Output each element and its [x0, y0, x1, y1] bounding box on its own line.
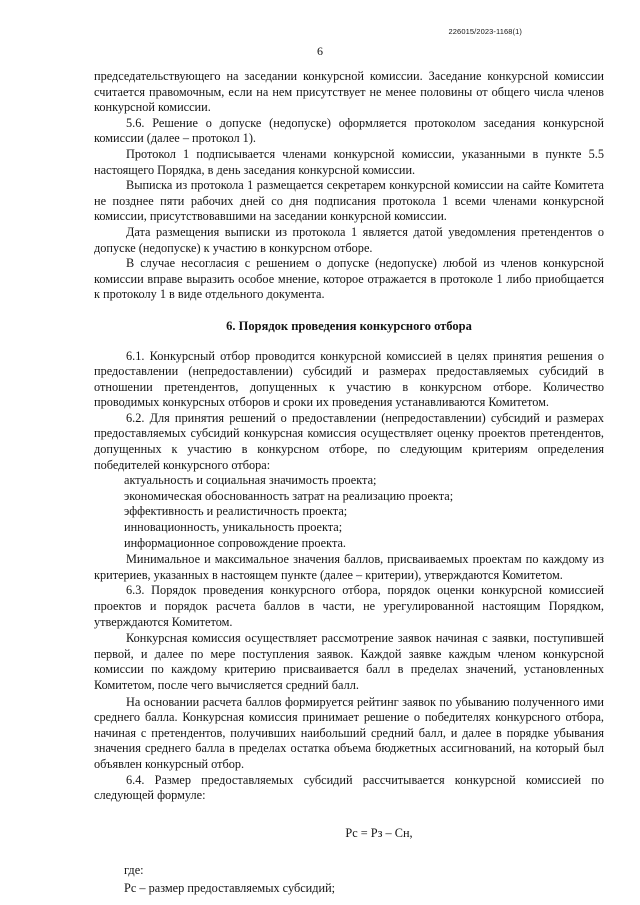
list-item: информационное сопровождение проекта.: [124, 535, 347, 550]
paragraph: В случае несогласия с решением о допуске (недопуске) любой из членов конкурсной комиссии вправе выразить особое мнение, которое отражается в протоколе 1 либо приобщается к протоколу 1 в виде отдельного документа.: [94, 256, 604, 302]
list-item: инновационность, уникальность проекта;: [124, 520, 343, 535]
paragraph: Конкурсная комиссия осуществляет рассмотрение заявок начиная с заявки, поступившей первой, и далее по мере поступления заявок. Каждой заявке каждым членом конкурсной комиссии по каждому критерию присваивается балл в пределах значений, установленных Комитетом, после чего вычисляется средний балл.: [94, 631, 604, 692]
where-label: где:: [124, 863, 144, 878]
paragraph: председательствующего на заседании конкурсной комиссии. Заседание конкурсной комиссии считается правомочным, если на нем присутствует не менее половины от общего числа членов конкурсной комиссии.: [94, 69, 604, 115]
paragraph: 6.3. Порядок проведения конкурсного отбора, порядок оценки конкурсной комиссией проектов и порядок расчета баллов в части, не урегулированной настоящим Порядком, утверждаются Комитетом.: [94, 583, 604, 629]
list-item: эффективность и реалистичность проекта;: [124, 504, 348, 519]
formula: Рс = Рз – Сн,: [345, 825, 413, 840]
definition: Рс – размер предоставляемых субсидий;: [124, 880, 336, 895]
paragraph: 6.1. Конкурсный отбор проводится конкурсной комиссией в целях принятия решения о предоставлении (непредоставлении) субсидий и размерах предоставляемых субсидий в отношении претендентов, допущенных к участию в конкурсном отборе. Количество проводимых конкурсных отборов и сроки их проведения устанавливаются Комитетом.: [94, 348, 604, 410]
paragraph: Выписка из протокола 1 размещается секретарем конкурсной комиссии на сайте Комитета не позднее пяти рабочих дней со дня подписания протокола 1 всеми членами конкурсной комиссии, присутствовавшими на заседании конкурсной комиссии.: [94, 178, 604, 224]
document-number: 226015/2023-1168(1): [448, 27, 522, 36]
paragraph: 6.2. Для принятия решений о предоставлении (непредоставлении) субсидий и размерах предоставляемых субсидий конкурсная комиссия осуществляет оценку проектов претендентов, допущенных к участию в конкурсном отборе, по следующим критериям определения победителей конкурсного отбора:: [94, 410, 604, 472]
paragraph: На основании расчета баллов формируется рейтинг заявок по убыванию полученного ими среднего балла. Конкурсная комиссия принимает решение о победителях конкурсного отбора, начиная с претендентов, получивших наибольший средний балл, и далее в порядке убывания значения среднего балла в пределах остатка объема бюджетных ассигнований, на который был объявлен конкурсный отбор.: [94, 694, 604, 771]
paragraph: Дата размещения выписки из протокола 1 является датой уведомления претендентов о допуске (недопуске) к участию в конкурсном отборе.: [94, 224, 604, 255]
list-item: экономическая обоснованность затрат на реализацию проекта;: [124, 488, 454, 503]
paragraph: Минимальное и максимальное значения баллов, присваиваемых проектам по каждому из критериев, указанных в настоящем пункте (далее – критерии), утверждаются Комитетом.: [94, 552, 604, 582]
document-body: [94, 69, 604, 897]
paragraph: 5.6. Решение о допуске (недопуске) оформляется протоколом заседания конкурсной комиссии (далее – протокол 1).: [94, 115, 604, 146]
list-item: актуальность и социальная значимость проекта;: [124, 473, 377, 488]
criteria-list: [94, 473, 604, 551]
paragraph: 6.4. Размер предоставляемых субсидий рассчитывается конкурсной комиссией по следующей формуле:: [94, 772, 604, 803]
paragraph: Протокол 1 подписывается членами конкурсной комиссии, указанными в пункте 5.5 настоящего Порядка, в день заседания конкурсной комиссии.: [94, 146, 604, 177]
page-number: 6: [317, 44, 323, 58]
section-heading: 6. Порядок проведения конкурсного отбора: [226, 318, 472, 333]
